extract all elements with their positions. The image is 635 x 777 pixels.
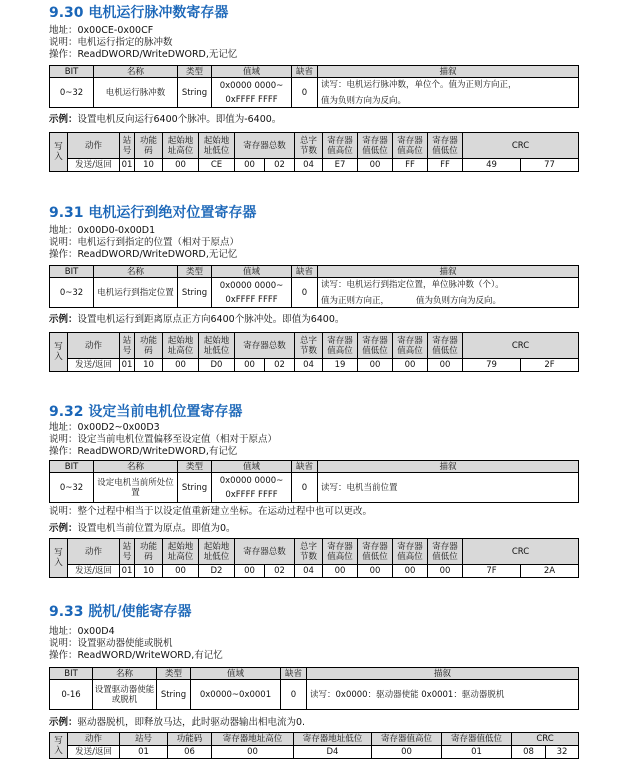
section-title: 9.30 电机运行脉冲数寄存器 — [49, 5, 229, 21]
hdr-action: 动作 — [68, 133, 120, 159]
example-label: 示例： — [49, 717, 78, 728]
cmd-cell: 10 — [135, 359, 163, 372]
hdr-val-lo: 寄存器值低位 — [428, 333, 463, 359]
spec-bit: 0~32 — [50, 278, 94, 308]
col-bit: BIT — [50, 66, 94, 78]
cmd-cell: 01 — [120, 359, 135, 372]
hdr-start-hi: 起始地址高位 — [163, 133, 199, 159]
spec-table — [49, 460, 579, 503]
col-bit: BIT — [50, 266, 94, 278]
address-line: 地址：0x00D2~0x00D3 — [49, 422, 160, 433]
cmd-cell: 04 — [295, 359, 323, 372]
cmd-cell: 00 — [163, 159, 199, 172]
cmd-cell: 发送/返回 — [68, 565, 120, 578]
cmd-cell: 49 — [463, 159, 521, 172]
desc-line: 读写：电机当前位置 — [321, 482, 398, 493]
spec-desc — [318, 278, 579, 308]
example-text: 设置电机运行到距离原点正方向6400个脉冲处。即值为6400。 — [77, 314, 345, 325]
hdr-val-lo: 寄存器值低位 — [358, 133, 393, 159]
example-line — [49, 523, 579, 535]
range-line: 0xFFFF FFFF — [225, 294, 278, 305]
cmd-cell: D0 — [199, 359, 235, 372]
hdr-crc: CRC — [463, 133, 579, 159]
cmd-cell: 00 — [358, 159, 393, 172]
col-type: 类型 — [157, 668, 191, 680]
spec-desc: 读写：0x0000：驱动器使能 0x0001：驱动器脱机 — [307, 680, 579, 710]
cmd-cell: 32 — [546, 746, 579, 759]
hdr-crc: CRC — [463, 333, 579, 359]
col-desc: 描叙 — [318, 461, 579, 473]
hdr-start-lo: 起始地址低位 — [199, 539, 235, 565]
note-line: 说明：整个过程中相当于以设定值重新建立坐标。在运动过程中也可以更改。 — [49, 506, 373, 517]
col-default: 缺省 — [292, 266, 318, 278]
hdr-station: 站号 — [120, 333, 135, 359]
section-title: 9.33 脱机/使能寄存器 — [49, 604, 192, 620]
cmd-cell: 04 — [295, 159, 323, 172]
cmd-cell: 00 — [372, 746, 442, 759]
hdr-val-hi: 寄存器值高位 — [323, 133, 358, 159]
hdr-reg-count: 寄存器总数 — [235, 333, 295, 359]
col-name: 名称 — [93, 668, 157, 680]
operation-line: 操作：ReadDWORD/WriteDWORD,无记忆 — [49, 49, 238, 60]
example-label: 示例： — [49, 523, 78, 534]
col-bit: BIT — [50, 668, 93, 680]
cmd-cell: 发送/返回 — [68, 159, 120, 172]
hdr-func: 功能码 — [135, 539, 163, 565]
spec-name: 电机运行到指定位置 — [94, 278, 178, 308]
spec-range: 0x0000~0x0001 — [191, 680, 281, 710]
cmd-cell: E7 — [323, 159, 358, 172]
example-text: 驱动器脱机，即释放马达，此时驱动器输出相电流为0. — [77, 717, 306, 728]
operation-line: 操作：ReadDWORD/WriteDWORD,无记忆 — [49, 249, 238, 260]
spec-bit: 0~32 — [50, 473, 94, 503]
col-desc: 描叙 — [318, 66, 579, 78]
cmd-cell: 01 — [120, 746, 168, 759]
write-header: 写入 — [50, 133, 68, 172]
example-line — [49, 314, 579, 326]
command-table — [49, 132, 579, 172]
range-line: 0xFFFF FFFF — [225, 489, 278, 500]
section-9-30 — [49, 5, 579, 172]
cmd-cell: 00 — [163, 565, 199, 578]
hdr-station: 站号 — [120, 133, 135, 159]
col-range: 值域 — [212, 461, 292, 473]
cmd-cell: 06 — [168, 746, 212, 759]
cmd-cell: D2 — [199, 565, 235, 578]
col-range: 值域 — [212, 66, 292, 78]
spec-bit: 0~32 — [50, 78, 94, 108]
cmd-cell: 00 — [163, 359, 199, 372]
desc-line: 值为负则方向为反向。 — [321, 95, 407, 106]
description-line: 说明：设定当前电机位置偏移至设定值（相对于原点） — [49, 434, 278, 445]
range-line: 0x0000 0000~ — [219, 80, 284, 91]
col-name: 名称 — [94, 461, 178, 473]
section-9-33 — [49, 604, 579, 759]
hdr-reg-count: 寄存器总数 — [235, 133, 295, 159]
hdr-station: 站号 — [120, 733, 168, 746]
example-label: 示例： — [49, 114, 78, 125]
cmd-cell: 00 — [393, 359, 428, 372]
hdr-start-lo: 起始地址低位 — [199, 133, 235, 159]
cmd-cell: FF — [393, 159, 428, 172]
cmd-cell: 发送/返回 — [68, 746, 120, 759]
hdr-start-hi: 起始地址高位 — [163, 333, 199, 359]
col-type: 类型 — [178, 461, 212, 473]
cmd-cell: 10 — [135, 159, 163, 172]
cmd-cell: 发送/返回 — [68, 359, 120, 372]
cmd-cell: 00 — [428, 359, 463, 372]
operation-line: 操作：ReadDWORD/WriteDWORD,有记忆 — [49, 446, 238, 457]
address-line: 地址：0x00D4 — [49, 626, 115, 637]
hdr-val-hi: 寄存器值高位 — [393, 539, 428, 565]
section-9-31 — [49, 205, 579, 372]
range-line: 0xFFFF FFFF — [225, 94, 278, 105]
cmd-cell: 04 — [295, 565, 323, 578]
spec-type: String — [157, 680, 191, 710]
command-table — [49, 332, 579, 372]
write-header: 写入 — [50, 539, 68, 578]
cmd-cell: 01 — [120, 565, 135, 578]
spec-range — [212, 473, 292, 503]
address-line: 地址：0x00D0-0x00D1 — [49, 225, 156, 236]
hdr-val-lo: 寄存器值低位 — [442, 733, 512, 746]
col-type: 类型 — [178, 266, 212, 278]
hdr-val-lo: 寄存器值低位 — [358, 333, 393, 359]
spec-name: 设定电机当前所处位置 — [94, 473, 178, 503]
section-9-32 — [49, 404, 579, 578]
description-line: 说明：设置驱动器使能或脱机 — [49, 638, 173, 649]
cmd-cell: 10 — [135, 565, 163, 578]
cmd-cell: 01 — [442, 746, 512, 759]
cmd-cell: 00 — [358, 565, 393, 578]
address-line: 地址：0x00CE-0x00CF — [49, 25, 154, 36]
hdr-val-lo: 寄存器值低位 — [428, 133, 463, 159]
cmd-cell: 00 — [235, 565, 265, 578]
range-line: 0x0000 0000~ — [219, 280, 284, 291]
cmd-cell: 00 — [393, 565, 428, 578]
hdr-bytes: 总字节数 — [295, 333, 323, 359]
col-range: 值域 — [191, 668, 281, 680]
spec-default: 0 — [292, 278, 318, 308]
section-title: 9.31 电机运行到绝对位置寄存器 — [49, 205, 257, 221]
col-range: 值域 — [212, 266, 292, 278]
spec-desc — [318, 473, 579, 503]
hdr-action: 动作 — [68, 333, 120, 359]
range-line: 0x0000 0000~ — [219, 475, 284, 486]
col-desc: 描叙 — [318, 266, 579, 278]
col-default: 缺省 — [292, 461, 318, 473]
hdr-reg-count: 寄存器总数 — [235, 539, 295, 565]
cmd-cell: 00 — [428, 565, 463, 578]
cmd-cell: 19 — [323, 359, 358, 372]
command-table — [49, 732, 579, 759]
example-line — [49, 717, 579, 729]
cmd-cell: 01 — [120, 159, 135, 172]
cmd-cell: 00 — [235, 359, 265, 372]
col-name: 名称 — [94, 66, 178, 78]
spec-table — [49, 265, 579, 308]
section-title: 9.32 设定当前电机位置寄存器 — [49, 404, 243, 420]
spec-type: String — [178, 278, 212, 308]
col-name: 名称 — [94, 266, 178, 278]
cmd-cell: 79 — [463, 359, 521, 372]
spec-name: 电机运行脉冲数 — [94, 78, 178, 108]
cmd-cell: 02 — [265, 159, 295, 172]
cmd-cell: 08 — [512, 746, 546, 759]
cmd-cell: 7F — [463, 565, 521, 578]
cmd-cell: CE — [199, 159, 235, 172]
cmd-cell: 00 — [235, 159, 265, 172]
cmd-cell: 00 — [323, 565, 358, 578]
cmd-cell: 00 — [212, 746, 294, 759]
desc-line: 读写：电机运行脉冲数，单位个。值为正则方向正， — [321, 79, 517, 90]
hdr-val-lo: 寄存器值低位 — [428, 539, 463, 565]
description-line: 说明：电机运行指定的脉冲数 — [49, 37, 173, 48]
cmd-cell: FF — [428, 159, 463, 172]
hdr-addr-lo: 寄存器地址低位 — [294, 733, 372, 746]
hdr-start-hi: 起始地址高位 — [163, 539, 199, 565]
hdr-crc: CRC — [463, 539, 579, 565]
desc-line: 值为正则方向正， 值为负则方向为反向。 — [321, 295, 502, 306]
operation-line: 操作：ReadWORD/WriteWORD,有记忆 — [49, 650, 223, 661]
example-text: 设置电机当前位置为原点。即值为0。 — [77, 523, 236, 534]
spec-name: 设置驱动器使能或脱机 — [93, 680, 157, 710]
hdr-addr-hi: 寄存器地址高位 — [212, 733, 294, 746]
col-desc: 描叙 — [307, 668, 579, 680]
cmd-cell: 77 — [521, 159, 579, 172]
cmd-cell: 00 — [358, 359, 393, 372]
spec-range — [212, 78, 292, 108]
example-line — [49, 114, 579, 126]
hdr-val-hi: 寄存器值高位 — [372, 733, 442, 746]
cmd-cell: 2A — [521, 565, 579, 578]
col-default: 缺省 — [281, 668, 307, 680]
spec-type: String — [178, 473, 212, 503]
hdr-val-hi: 寄存器值高位 — [323, 539, 358, 565]
write-header: 写入 — [50, 733, 68, 759]
col-bit: BIT — [50, 461, 94, 473]
hdr-func: 功能码 — [168, 733, 212, 746]
spec-table — [49, 65, 579, 108]
cmd-cell: 02 — [265, 565, 295, 578]
spec-default: 0 — [292, 473, 318, 503]
spec-range — [212, 278, 292, 308]
spec-type: String — [178, 78, 212, 108]
col-default: 缺省 — [292, 66, 318, 78]
spec-default: 0 — [281, 680, 307, 710]
spec-table — [49, 667, 579, 710]
example-label: 示例： — [49, 314, 78, 325]
hdr-bytes: 总字节数 — [295, 539, 323, 565]
example-text: 设置电机反向运行6400个脉冲。即值为-6400。 — [77, 114, 282, 125]
hdr-val-hi: 寄存器值高位 — [393, 333, 428, 359]
spec-default: 0 — [292, 78, 318, 108]
hdr-bytes: 总字节数 — [295, 133, 323, 159]
hdr-station: 站号 — [120, 539, 135, 565]
hdr-func: 功能码 — [135, 133, 163, 159]
hdr-action: 动作 — [68, 539, 120, 565]
spec-desc — [318, 78, 579, 108]
write-header: 写入 — [50, 333, 68, 372]
hdr-func: 功能码 — [135, 333, 163, 359]
description-line: 说明：电机运行到指定的位置（相对于原点） — [49, 237, 240, 248]
hdr-val-hi: 寄存器值高位 — [393, 133, 428, 159]
col-type: 类型 — [178, 66, 212, 78]
cmd-cell: 02 — [265, 359, 295, 372]
desc-line: 读写：电机运行到指定位置，单位脉冲数（个）。 — [321, 279, 504, 290]
hdr-val-hi: 寄存器值高位 — [323, 333, 358, 359]
cmd-cell: D4 — [294, 746, 372, 759]
command-table — [49, 538, 579, 578]
hdr-crc: CRC — [512, 733, 579, 746]
cmd-cell: 2F — [521, 359, 579, 372]
hdr-action: 动作 — [68, 733, 120, 746]
hdr-val-lo: 寄存器值低位 — [358, 539, 393, 565]
hdr-start-lo: 起始地址低位 — [199, 333, 235, 359]
spec-bit: 0-16 — [50, 680, 93, 710]
